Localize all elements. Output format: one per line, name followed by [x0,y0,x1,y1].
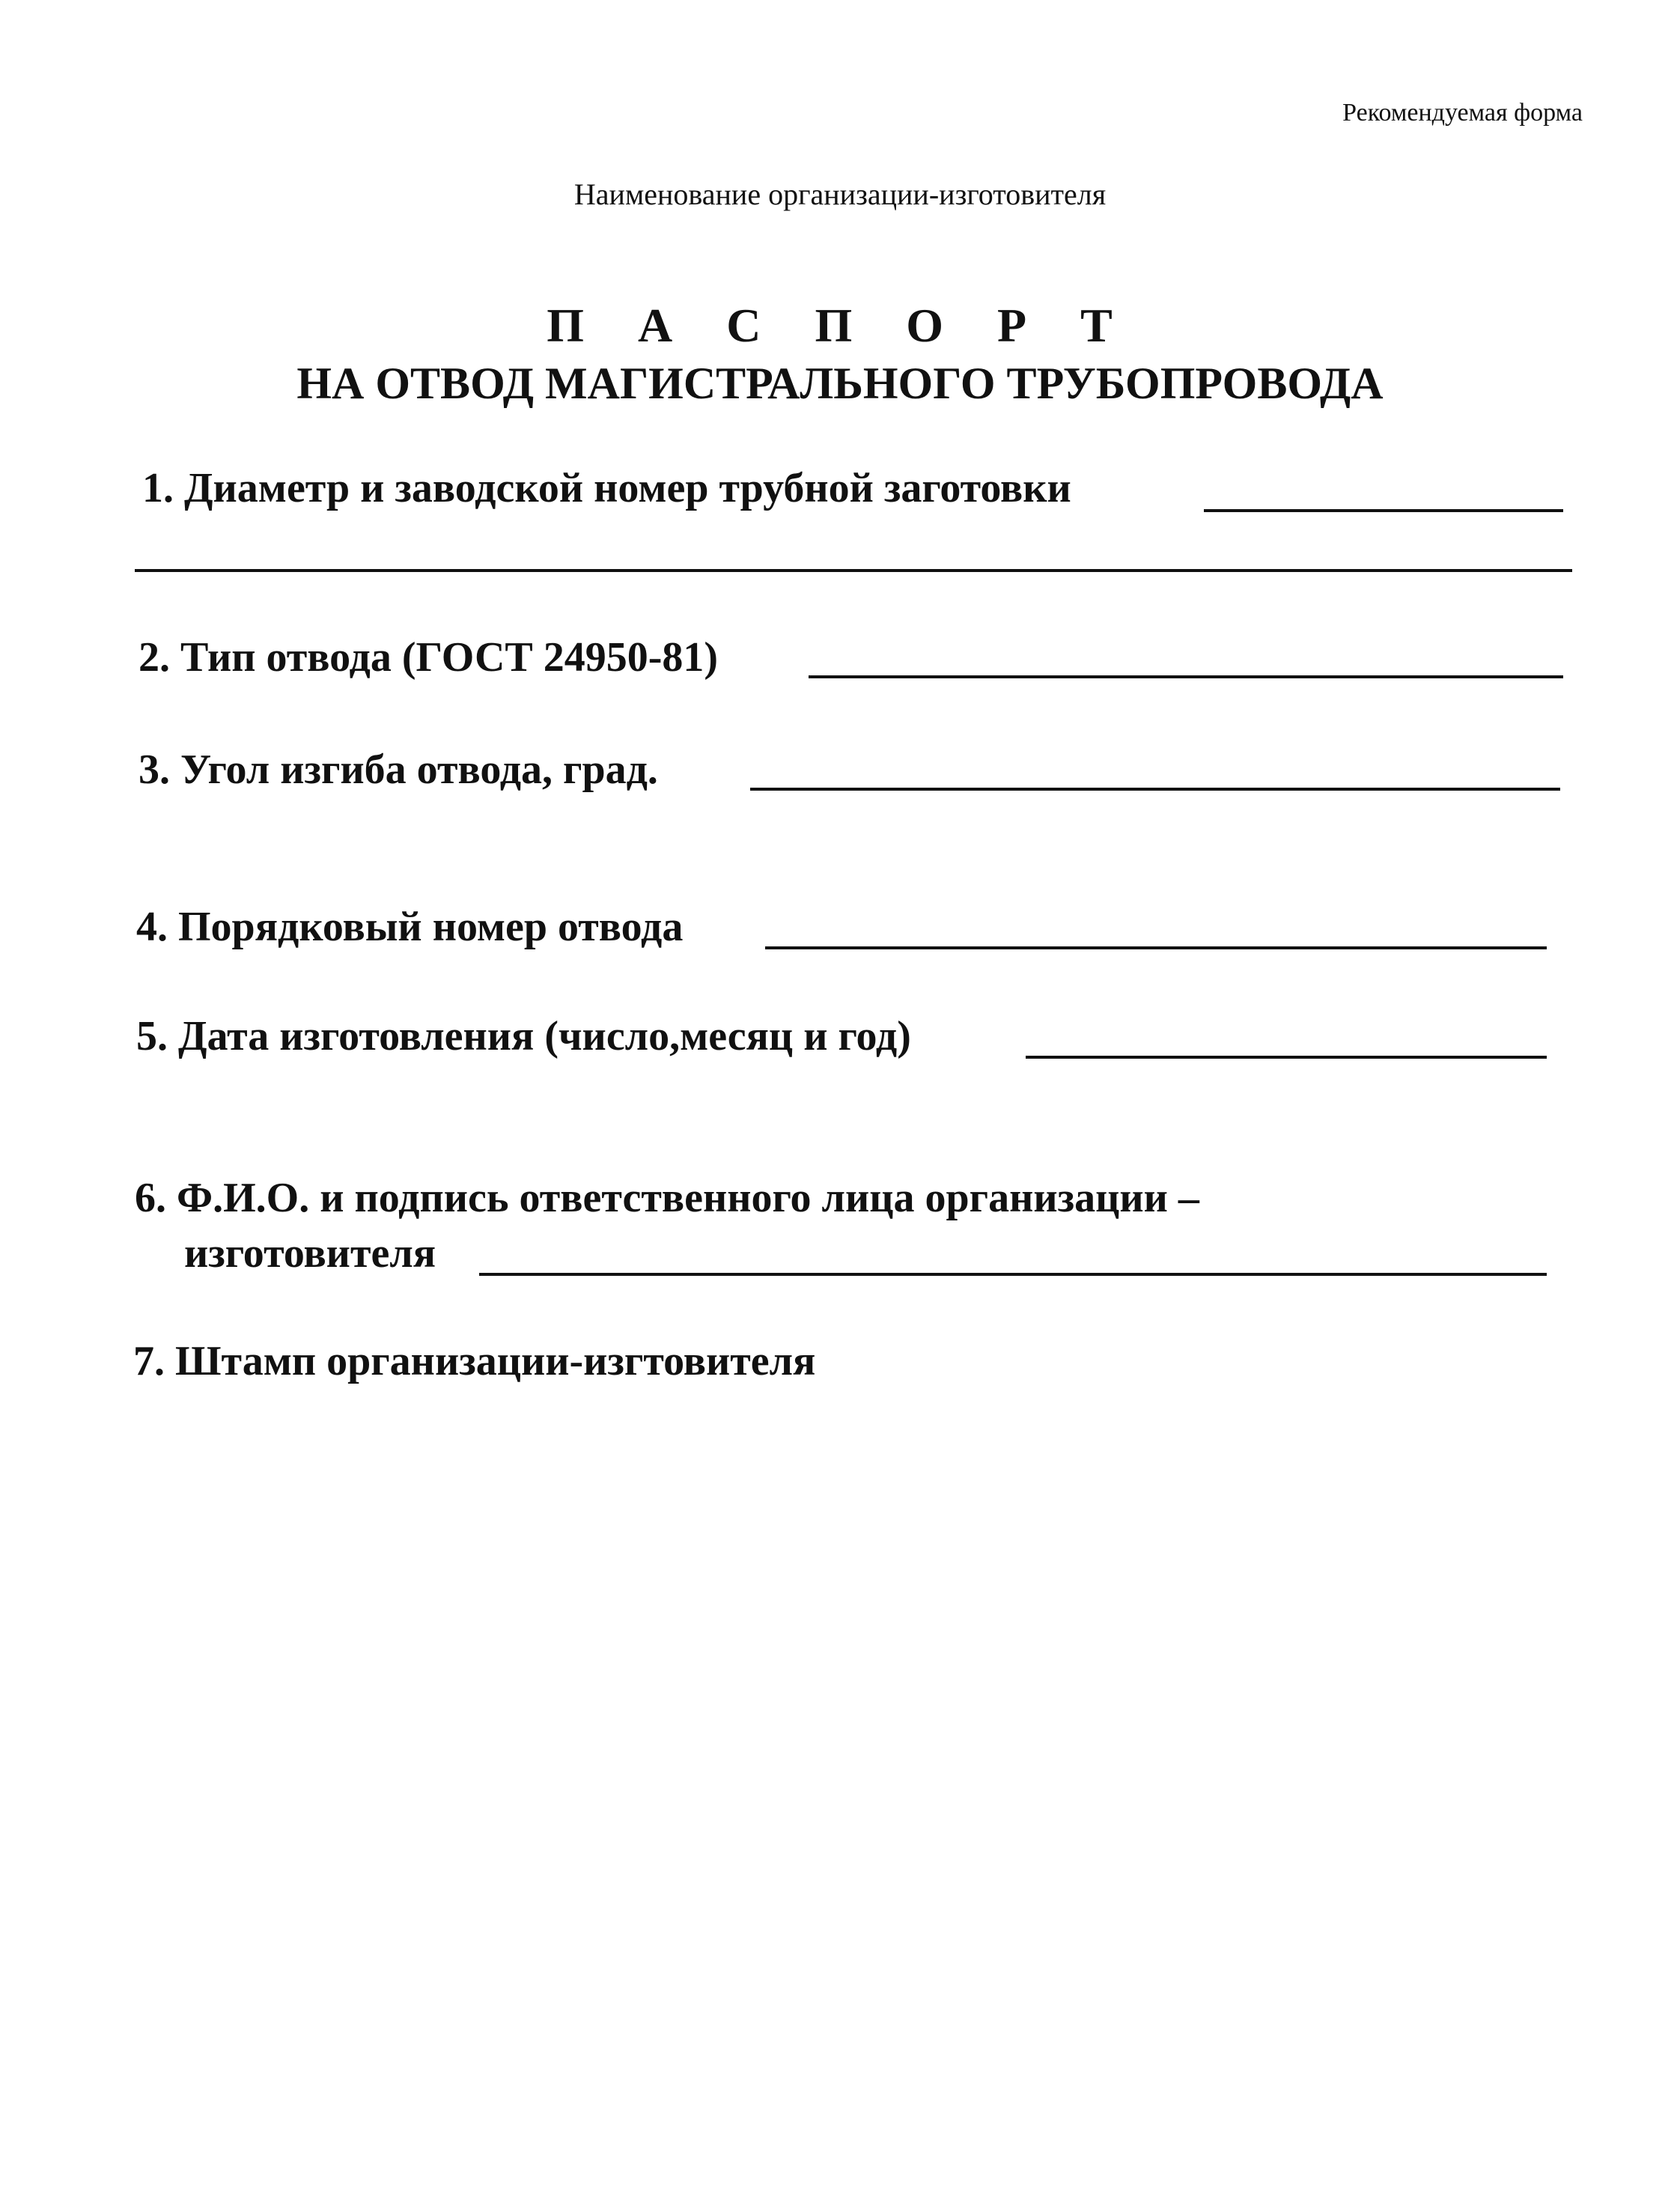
field-1-input-line[interactable] [1204,509,1563,512]
field-5-number: 5. [136,1013,168,1059]
field-7-label: Штамп организации-изгтовителя [175,1338,816,1384]
field-1 [142,464,1071,512]
field-7 [133,1337,815,1385]
field-6 [135,1174,1199,1222]
field-6-label-continued: изготовителя [184,1230,436,1277]
field-2-number: 2. [139,634,170,681]
field-3-input-line[interactable] [750,788,1560,791]
document-title: П А С П О Р Т [547,299,1133,352]
field-5 [136,1012,911,1060]
field-5-label: Дата изготовления (число,месяц и год) [178,1013,911,1059]
field-4-number: 4. [136,904,168,950]
field-4-input-line[interactable] [765,946,1547,949]
field-1-label: Диаметр и заводской номер трубной заготовки [184,465,1071,511]
field-3 [139,746,658,794]
field-3-number: 3. [139,746,170,793]
form-note: Рекомендуемая форма [1342,99,1583,127]
field-5-input-line[interactable] [1026,1056,1547,1059]
field-6-label: Ф.И.О. и подпись ответственного лица организации – [177,1175,1199,1221]
field-6-number: 6. [135,1175,166,1221]
field-3-label: Угол изгиба отвода, град. [180,746,658,793]
field-2-input-line[interactable] [809,675,1563,678]
field-7-number: 7. [133,1338,165,1384]
field-6-input-line[interactable] [479,1273,1547,1276]
field-4-label: Порядковый номер отвода [178,904,684,950]
field-1-number: 1. [142,465,174,511]
field-2 [139,633,718,681]
field-4 [136,903,683,951]
document-subtitle: НА ОТВОД МАГИСТРАЛЬНОГО ТРУБОПРОВОДА [296,359,1384,408]
field-2-label: Тип отвода (ГОСТ 24950-81) [180,634,719,681]
organization-name: Наименование организации-изготовителя [573,177,1107,211]
field-1-input-line-2[interactable] [135,569,1572,572]
